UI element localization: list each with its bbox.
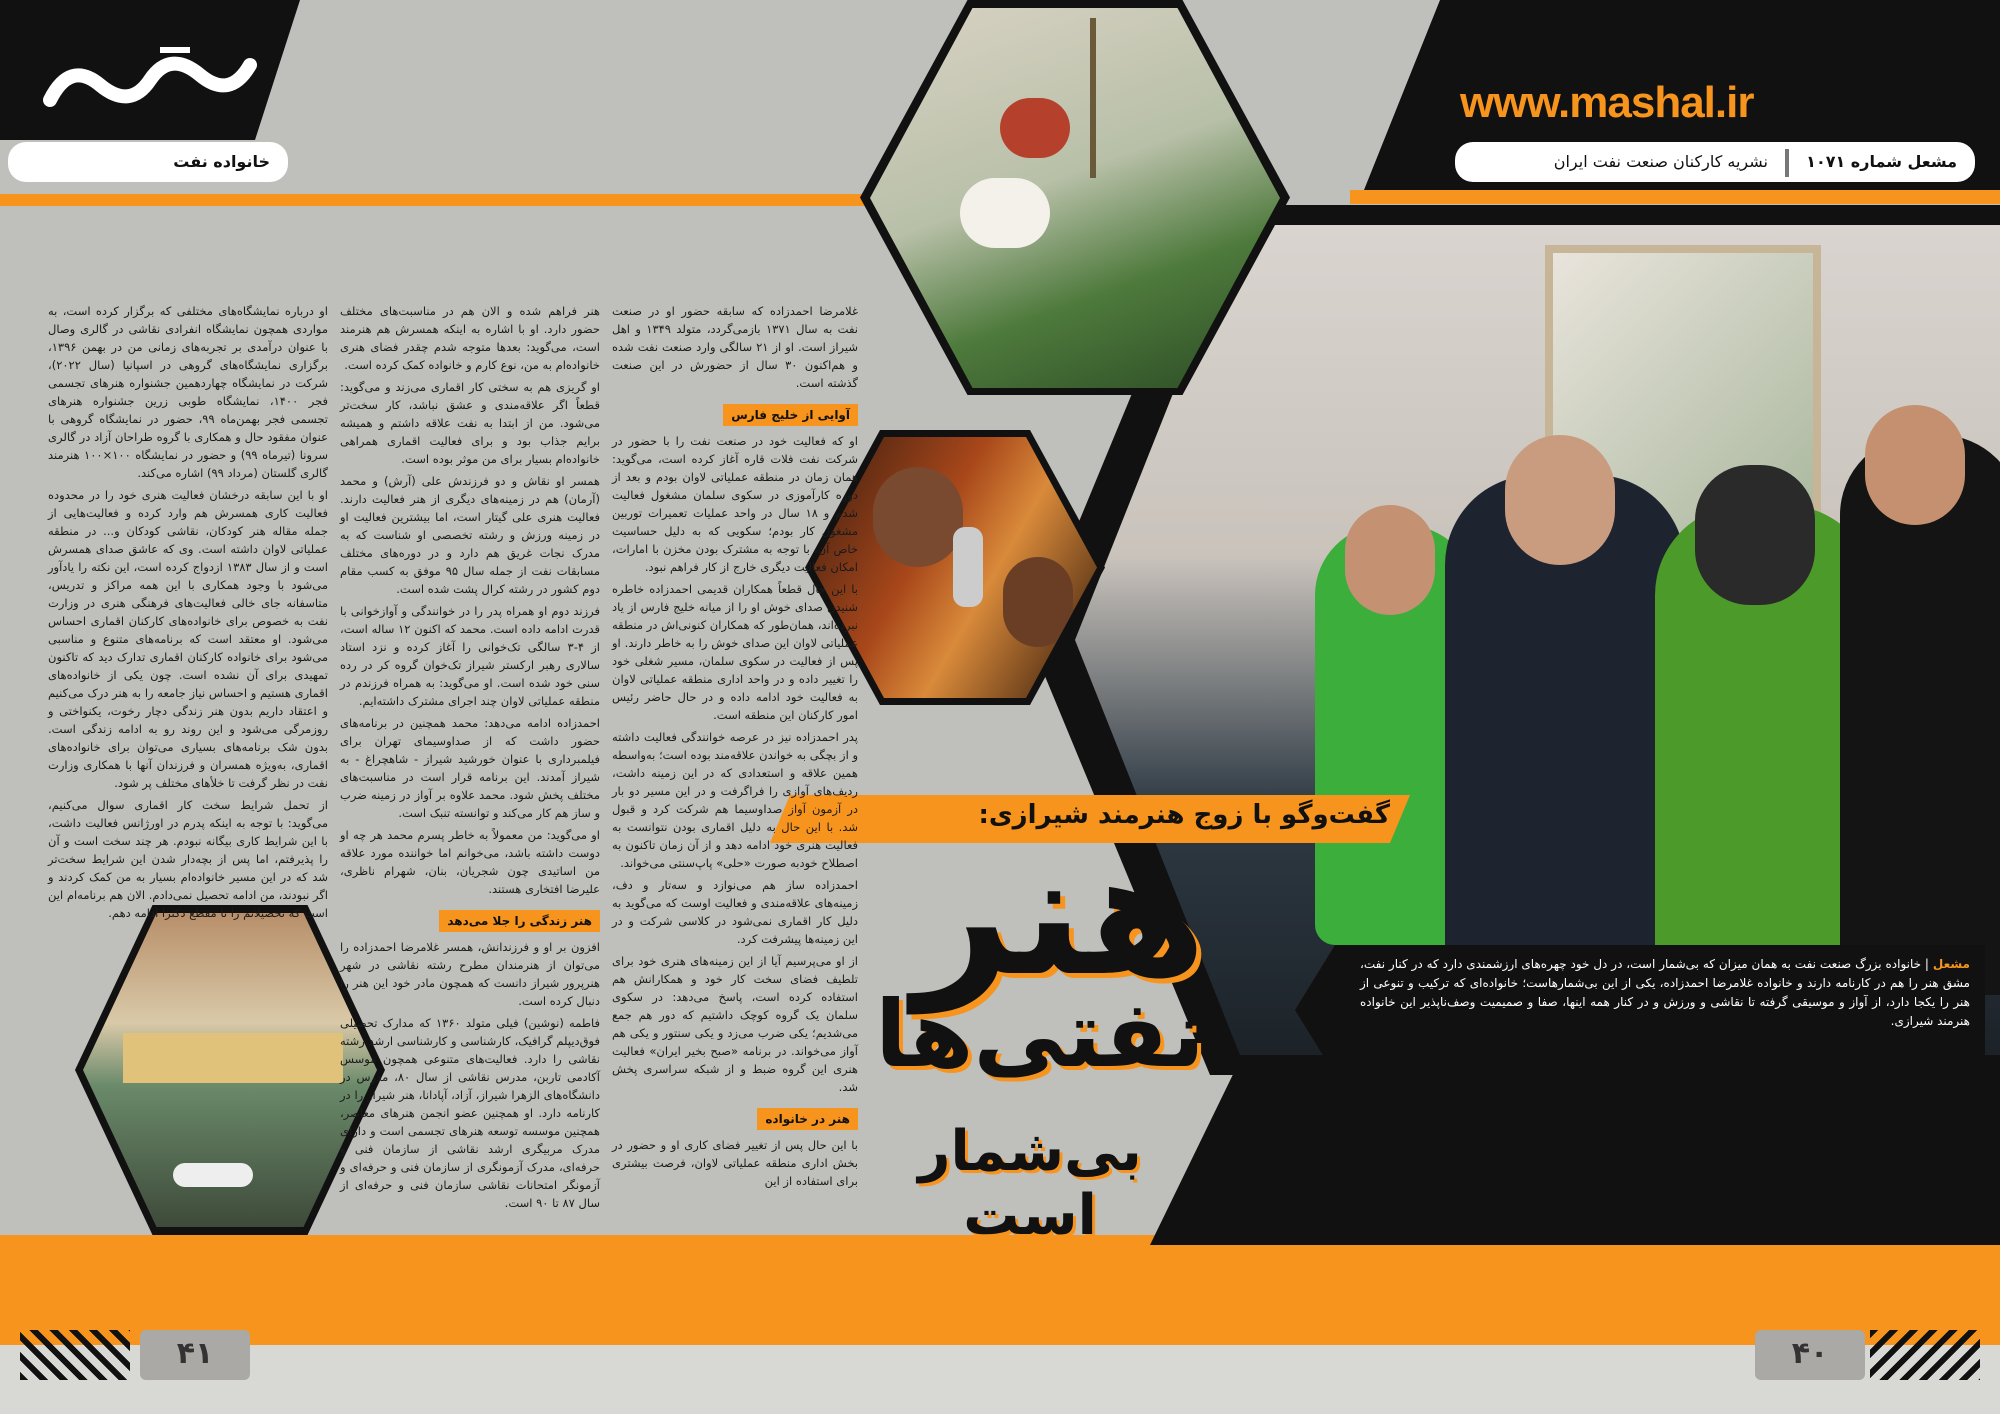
col1-p4: احمدزاده ساز هم می‌نوازد و سه‌تار و دف، زمینه‌های علاقه‌مندی و فعالیت اوست که می‌گوید به دلیل کار اقماری نمی‌شود در کلاسی شرکت و در این زمینه‌ها پیشرفت کرد. (612, 878, 858, 946)
doves (173, 1163, 253, 1187)
col2-p6: او می‌گوید: من معمولاً به خاطر پسرم محمد هر چه او دوست داشته باشد، می‌خوانم اما خواننده مورد علاقه من اساتیدی چون شجریان، بنان، شهرام ناظری، علیرضا افتخاری هستند. (340, 828, 600, 896)
headline-kicker: گفت‌وگو با زوج هنرمند شیرازی: (978, 800, 1390, 830)
col1-p5: از او می‌پرسیم آیا از این زمینه‌های هنری خود برای تلطیف فضای سخت کار خود و همکارانش هم استفاده کرده است، پاسخ می‌دهد: در سکوی سلمان یک گروه کوچک داشتیم که دور هم جمع می‌شدیم؛ یکی ضرب می‌زد و یکی سنتور و یکی هم آواز می‌خواند. در برنامه «صبح بخیر ایران» فعالیت هنری این گروه ضبط و از شبکه سراسری پخش شد. (612, 954, 858, 1094)
mashal-logo-icon (40, 40, 260, 120)
col1-subhead-1: آوایی از خلیج فارس (723, 404, 858, 426)
headline-line3: بی‌شمار است (918, 1119, 1142, 1248)
pill-divider (1785, 149, 1789, 177)
awning (123, 1033, 343, 1083)
white-flower (960, 178, 1050, 248)
footer-orange-band (0, 1235, 2000, 1345)
article-column-2 (340, 302, 600, 1216)
col1-subhead-2: هنر در خانواده (757, 1108, 858, 1130)
lead-brand: مشعل (1932, 957, 1970, 971)
col2-p1: هنر فراهم شده و الان هم در مناسبت‌های مختلف حضور دارد. او با اشاره به اینکه همسرش هم هنرمند است، می‌گوید: بعدها متوجه شدم چقدر فضای هنری خانواده‌ام به من، نوع کارم و خانواده کمک کرده است. (340, 304, 600, 372)
red-flower (1000, 98, 1070, 158)
page-number-left: ۴۱ (176, 1336, 214, 1371)
article-column-3 (48, 302, 328, 926)
section-name: خانواده نفت (173, 152, 270, 171)
col2-p3: همسر او نقاش و دو فرزندش علی (آرش) و محمد (آرمان) هم در زمینه‌های دیگری از هنر فعالیت دارند. فعالیت هنری علی گیتار است، اما بیشترین فعالیت او در زمینه ورزش و رشته تخصصی او شناست که به مدرک نجات غریق هم دارد و در دوره‌های مختلف مسابقات نفت از جمله سال ۹۵ موفق به کسب مقام دوم کشور در رشته کرال پشت شده است. (340, 474, 600, 596)
col2-subhead-1: هنر زندگی را جلا می‌دهد (439, 910, 600, 932)
article-column-1 (612, 302, 858, 1194)
header-stripe-left (0, 194, 900, 206)
issue-number: مشعل شماره ۱۰۷۱ (1806, 152, 1957, 171)
col3-p3: از تحمل شرایط سخت کار اقماری سوال می‌کنیم، می‌گوید: با توجه به اینکه پدرم در اورژانس فعالیت داشت، با این شرایط کاری بیگانه نبودم. هر چند سخت است و آن را پذیرفتم، اما پس از بچه‌دار شدن این شرایط سخت‌تر شد که در این مسیر خانواده‌ام بسیار به من کمک کردند و اگر نبودند، من ادامه تحصیل نمی‌دادم. الان هم برنامه‌ام این است که تحصیلاتم را تا مقطع دکترا ادامه دهم. (48, 798, 328, 920)
boy-face (1345, 505, 1435, 615)
footer-hatch-left (20, 1330, 130, 1380)
footer-paper (0, 1345, 2000, 1414)
col3-p2: او با این سابقه درخشان فعالیت هنری خود را در محدوده فعالیت کاری همسرش هم وارد کرده و فعالیت‌هایی از جمله مقاله هنر کودکان، نقاشی کودکان و... در منطقه عملیاتی لاوان داشته است. وی که عاشق صدای همسرش است و از سال ۱۳۸۳ ازدواج کرده است، این نکته را یادآور می‌شود با وجود همکاری با این همه مراکز و تدریس، متاسفانه جای خالی فعالیت‌های فرهنگی هنری در وزارت نفت به خصوص برای خانواده‌های کارکنان اقماری احساس می‌شود. او معتقد است که برنامه‌های متنوع و مناسبی می‌شود برای خانواده کارکنان اقماری تدارک دید که تاکنون تمهیدی برای آن نشده است. چون یکی از خانواده‌های اقماری هستیم و احساس نیاز جامعه را به هنر درک می‌کنیم و اعتقاد داریم بدون هنر زندگی دچار رخوت، یکنواختی و روزمرگی می‌شود و این روند رو به ادامه زندگی است. بدون شک برنامه‌های بسیاری می‌توان برای خانواده‌های اقماری، به‌ویژه همسران و فرزندان آنها با همکاری وزارت نفت در نظر گرفت تا خلأهای مختلف پر شود. (48, 488, 328, 790)
son-face (1865, 405, 1965, 525)
col1-p1: او که فعالیت خود در صنعت نفت را با حضور در شرکت نفت فلات قاره آغاز کرده است، می‌گوید: همان زمان در منطقه عملیاتی لاوان بودم و بعد از دوره کارآموزی در سکوی سلمان مشغول فعالیت شدم و ۱۸ سال در واحد عملیات تعمیرات توربین مشغول کار بودم؛ سکویی که به دلیل حساسیت خاص آن، با توجه به مشترک بودن مخزن با امارات، امکان فعالیت دیگری خارج از کار فراهم نبود. (612, 434, 858, 574)
singer-face (873, 467, 963, 567)
lead-text-block (1360, 955, 1970, 1031)
microphone (953, 527, 983, 607)
col3-p1: او درباره نمایشگاه‌های مختلفی که برگزار کرده است، به مواردی همچون نمایشگاه انفرادی نقاشی در گالری وصال با عنوان درآمدی بر تجربه‌های زمانی من در بهمن ۱۳۹۶، برگزاری نمایشگاه‌های گروهی در اسپانیا (سال ۲۰۲۲)، شرکت در نمایشگاه چهاردهمین جشنواره هنرهای تجسمی فجر ۱۴۰۰، نمایشگاه طوبی زرین جشنواره هنرهای تجسمی فجر بهمن‌ماه ۹۹، حضور در نمایشگاه گروهی با عنوان مفقود حال و همکاری با گروه طراحان آزاد در گالری سرونا (تیرماه ۹۹) و حضور در نمایشگاه ۱۰۰×۱۰۰ هنرمند گالری گلستان (مرداد ۹۹) اشاره می‌کند. (48, 304, 328, 480)
col1-p6: با این حال پس از تغییر فضای کاری او و حضور در بخش اداری منطقه عملیاتی لاوان، فرصت بیشتری برای استفاده از این (612, 1138, 858, 1188)
mashal-logo (40, 40, 260, 120)
col2-p7: افزون بر او و فرزندانش، همسر غلامرضا احمدزاده را می‌توان از هنرمندان مطرح رشته نقاشی در شهر هنرپرور شیراز دانست که همچون مادر خود این هنر را دنبال کرده است. (340, 940, 600, 1008)
lead-text: | خانواده بزرگ صنعت نفت به همان میزان که بی‌شمار است، در دل خود چهره‌های ارزشمندی دارد که در کنار نفت، مشق هنر را هم در کارنامه دارند و خانواده غلامرضا احمدزاده، یکی از این بی‌شمارهاست؛ خانواده‌ای که ترکیب و تنوعی از هنر را یکجا دارد، از آواز و موسیقی گرفته تا نقاشی و ورزش و در کنار همه اینها، صفا و صمیمیت وصف‌ناپذیر این خانواده هنرمند شیرازی. (1360, 957, 1970, 1028)
site-url[interactable]: www.mashal.ir (1460, 78, 1754, 127)
headline-main: هنر (913, 816, 1207, 1014)
father-face (1505, 435, 1615, 565)
col2-p5: احمدزاده ادامه می‌دهد: محمد همچنین در برنامه‌های حضور داشت که از صداوسیمای تهران برای فیلمبرداری با عنوان خورشید شیراز - شاهچراغ - به شیراز آمدند. این برنامه قرار است در مناسبت‌های مختلف پخش شود. محمد علاوه بر آواز در زمینه ضرب و ساز هم کار می‌کند و توانسته تنبک است. (340, 716, 600, 820)
issue-pill (1455, 142, 1975, 182)
header-stripe-right (1350, 190, 2000, 204)
mother-scarf (1695, 465, 1815, 605)
footer-hatch-right (1870, 1330, 1980, 1380)
col1-intro: غلامرضا احمدزاده که سابقه حضور او در صنعت نفت به سال ۱۳۷۱ بازمی‌گردد، متولد ۱۳۴۹ و اهل شیراز است. او از ۲۱ سالگی وارد صنعت نفت شده و هم‌اکنون ۳۰ سال از حضورش در این صنعت گذشته است. (612, 304, 858, 390)
headline-line2: نفتی‌ها (875, 981, 1205, 1088)
hanging-rope (1090, 18, 1096, 178)
col2-p2: او گریزی هم به سختی کار اقماری می‌زند و می‌گوید: قطعاً اگر علاقه‌مندی و عشق نباشد، کار سخت‌تر می‌شود. من از ابتدا به نفت علاقه داشتم و همیشه برایم جذاب بود و برای فعالیت اقماری همراهی خانواده‌ام بسیار برای من موثر بوده است. (340, 380, 600, 466)
publication-name: نشریه کارکنان صنعت نفت ایران (1553, 152, 1768, 171)
section-pill (8, 142, 288, 182)
page-number-right: ۴۰ (1791, 1336, 1829, 1371)
col1-p3: پدر احمدزاده نیز در عرصه خوانندگی فعالیت داشته و از بچگی به خواندن علاقه‌مند بوده است؛ به‌واسطه همین علاقه و استعدادی که در این زمینه داشت، ردیف‌های آوازی را فراگرفت و در این مسیر دو بار در آزمون آواز صداوسیما هم شرکت کرد و قبول شد. با این حال به دلیل اقماری بودن نتوانست به فعالیت هنری خود ادامه دهد و از آن زمان تاکنون به اصطلاح خودبه صورت «حلی» پاپ‌سنتی می‌خواند. (612, 730, 858, 870)
col2-p4: فرزند دوم او همراه پدر را در خوانندگی و آوازخوانی با قدرت ادامه داده است. محمد که اکنون ۱۲ ساله است، از ۴-۳ سالگی تک‌خوانی را آغاز کرده و نزد استاد سالاری رهبر ارکستر شیراز تک‌خوان گروه کر در رده سنی خود شده است. او می‌گوید: به همراه فرزندم در منطقه عملیاتی لاوان چند اجرای مشترک داشته‌ایم. (340, 604, 600, 708)
footer-black-right (1150, 1060, 2000, 1245)
col1-p2: با این حال قطعاً همکاران قدیمی احمدزاده خاطره شنیدن صدای خوش او را از میانه خلیج فارس از یاد نبرده‌اند، همان‌طور که همکاران کنونی‌اش در منطقه عملیاتی لاوان این صدای خوش را به خاطر دارند. او پس از فعالیت در سکوی سلمان، مسیر شغلی خود را تغییر داده و در واحد اداری منطقه عملیاتی لاوان به فعالیت خود ادامه داده و در حال حاضر رئیس امور کارکنان این منطقه است. (612, 582, 858, 722)
col2-p8: فاطمه (نوشین) فیلی متولد ۱۳۶۰ که مدارک تحصیلی فوق‌دیپلم گرافیک، کارشناسی و کارشناسی ارشد رشته نقاشی را دارد. فعالیت‌های متنوعی همچون موسس آکادمی تاربن، مدرس نقاشی از سال ۸۰، مدرس در دانشگاه‌های الزهرا شیراز، آزاد، آپادانا، هنر شیراز را در کارنامه دارد. او همچنین عضو انجمن هنرهای معاصر، همچنین موسسه توسعه هنرهای تجسمی است و دارای مدرک مربیگری ارشد نقاشی از سازمان فنی و حرفه‌ای، مدرک آزمونگری از سازمان فنی و حرفه‌ای و آزمونگر امتحانات نقاشی سازمان فنی و حرفه‌ای از سال ۸۷ تا ۹۰ است. (340, 1016, 600, 1210)
